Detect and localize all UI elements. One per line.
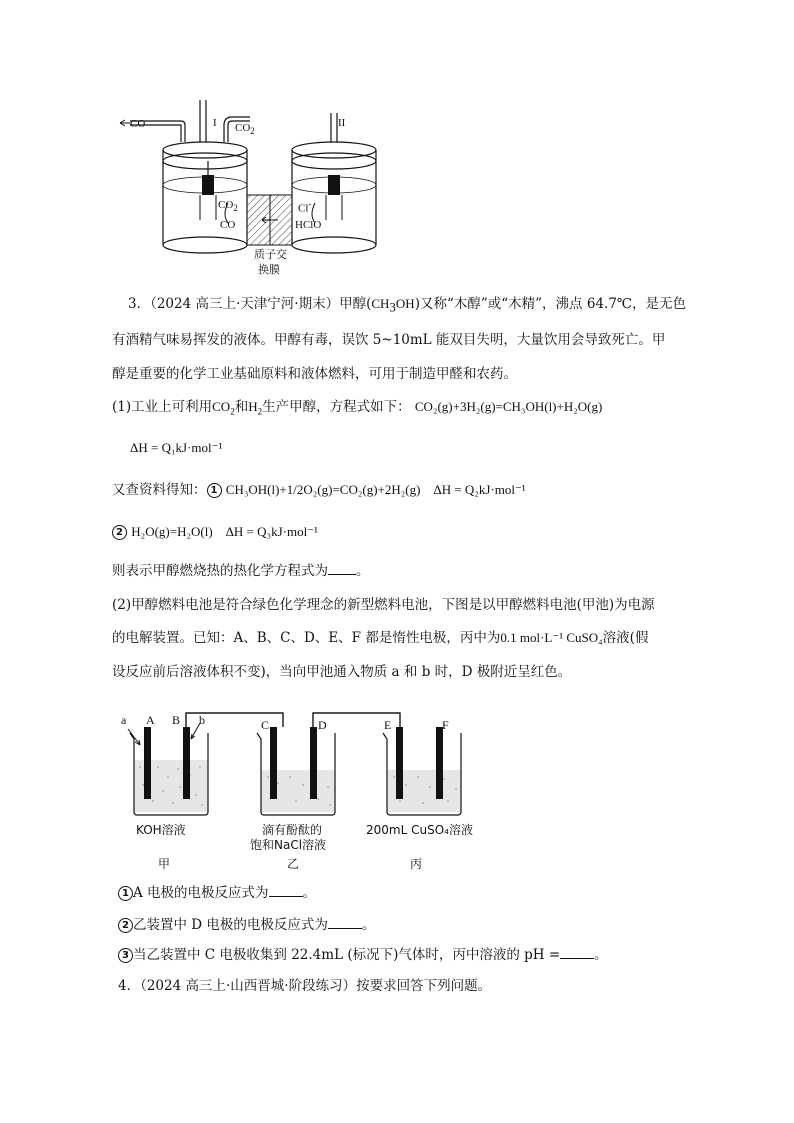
beaker-jia-name: 甲 — [158, 857, 171, 871]
circled-number-2: 2 — [118, 918, 133, 933]
q3-data-line1: 又查资料得知： 1 CH₃OH(l)+1/2O₂(g)=CO₂(g)+2H₂(g) ΔH = Q₂kJ·mol⁻¹ — [112, 482, 526, 498]
q3-sub3: 3 当乙装置中 C 电极收集到 22.4mL (标况下)气体时，丙中溶液的 pH = 。 — [118, 945, 608, 965]
label-F: F — [442, 718, 449, 732]
left-electrode — [202, 175, 214, 195]
q3-part2-line1: (2)甲醇燃料电池是符合绿色化学理念的新型燃料电池，下图是以甲醇燃料电池(甲池)为电源 — [112, 597, 655, 613]
label-C: C — [261, 718, 270, 732]
beaker-bing — [383, 727, 461, 815]
electrolysis-apparatus-diagram — [118, 705, 468, 820]
q3-part1-line: (1)工业上可利用$CO_2$和$H_2$生产甲醇，方程式如下： CO₂(g)+3H₂(g)=CH₃OH(l)+H₂O(g) — [112, 399, 603, 417]
label-a: a — [121, 713, 127, 727]
answer-blank[interactable] — [328, 916, 362, 929]
right-electrode — [328, 175, 340, 195]
circled-number-1: 1 — [207, 483, 222, 498]
q4-heading: 4．（2024 高三上·山西晋城·阶段练习）按要求回答下列问题。 — [118, 978, 492, 994]
label-A: A — [146, 713, 155, 727]
wire-A-F — [148, 707, 440, 727]
co2-inlet-label: $CO_2$ — [235, 122, 255, 137]
label-b: b — [199, 713, 205, 727]
methanol-synthesis-equation: CO₂(g)+3H₂(g)=CH₃OH(l)+H₂O(g) — [414, 399, 603, 414]
q3-intro-line2: 有酒精气味易挥发的液体。甲醇有毒，误饮 5~10mL 能双目失明，大量饮用会导致死亡。甲 — [112, 332, 666, 348]
co2-reactant-label: $CO_2$ — [218, 199, 238, 214]
electrode-ii-label: II — [338, 117, 346, 129]
beaker-bing-name: 丙 — [410, 857, 423, 871]
q3-sub2: 2 乙装置中 D 电极的电极反应式为 。 — [118, 915, 375, 935]
beaker-jia-solution: KOH溶液 — [136, 823, 186, 837]
label-E: E — [384, 718, 392, 732]
q3-part2-line2: 的电解装置。已知：A、B、C、D、E、F 都是惰性电极，丙中为0.1 mol·L⁻¹ CuSO₄溶液(假 — [112, 630, 649, 646]
label-D: D — [318, 718, 327, 732]
left-beaker — [163, 142, 247, 253]
membrane-label-line1: 质子交 — [254, 248, 287, 261]
q3-ask-combustion: 则表示甲醇燃烧热的热化学方程式为 。 — [112, 563, 370, 579]
label-B: B — [172, 713, 181, 727]
beaker-yi-solution-line2: 饱和NaCl溶液 — [250, 838, 327, 852]
circled-number-2: 2 — [112, 525, 127, 540]
circled-number-1: 1 — [118, 886, 133, 901]
left-gas-tubes — [130, 100, 250, 142]
membrane-label-line2: 换膜 — [258, 263, 280, 276]
q3-intro-line3: 醇是重要的化学工业基础原料和液体燃料，可用于制造甲醛和农药。 — [112, 366, 517, 382]
co-outlet-label: CO — [130, 118, 146, 130]
answer-blank[interactable] — [560, 946, 594, 959]
beaker-bing-solution: 200mL CuSO₄溶液 — [366, 823, 473, 837]
chloride-ion-label: Cl- — [298, 199, 312, 215]
circled-number-3: 3 — [118, 948, 133, 963]
beaker-yi-solution-line1: 滴有酚酞的 — [262, 823, 323, 837]
electrode-i-label: I — [213, 117, 217, 129]
beaker-jia — [128, 723, 208, 815]
beaker-yi-name: 乙 — [287, 857, 300, 871]
beaker-yi — [257, 727, 335, 815]
hclo-product-label: HClO — [295, 219, 322, 231]
q3-dh1: ΔH = Q₁kJ·mol⁻¹ — [130, 440, 223, 455]
q3-part2-line3: 设反应前后溶液体积不变)，当向甲池通入物质 a 和 b 时，D 极附近呈红色。 — [112, 664, 572, 680]
right-beaker — [292, 142, 376, 253]
q3-intro-line1: 3．（2024 高三上·天津宁河·期末）甲醇$(CH_3OH)$又称“木醇”或“木精”，沸点 64.7℃，是无色 — [128, 296, 687, 315]
co-product-label: CO — [220, 219, 236, 231]
q3-data-line2: 2 H₂O(g)=H₂O(l) ΔH = Q₃kJ·mol⁻¹ — [112, 522, 318, 542]
q3-sub1: 1 A 电极的电极反应式为 。 — [118, 883, 316, 903]
answer-blank[interactable] — [269, 884, 303, 897]
co-out-arrow-icon — [120, 120, 130, 126]
answer-blank[interactable] — [328, 562, 356, 575]
